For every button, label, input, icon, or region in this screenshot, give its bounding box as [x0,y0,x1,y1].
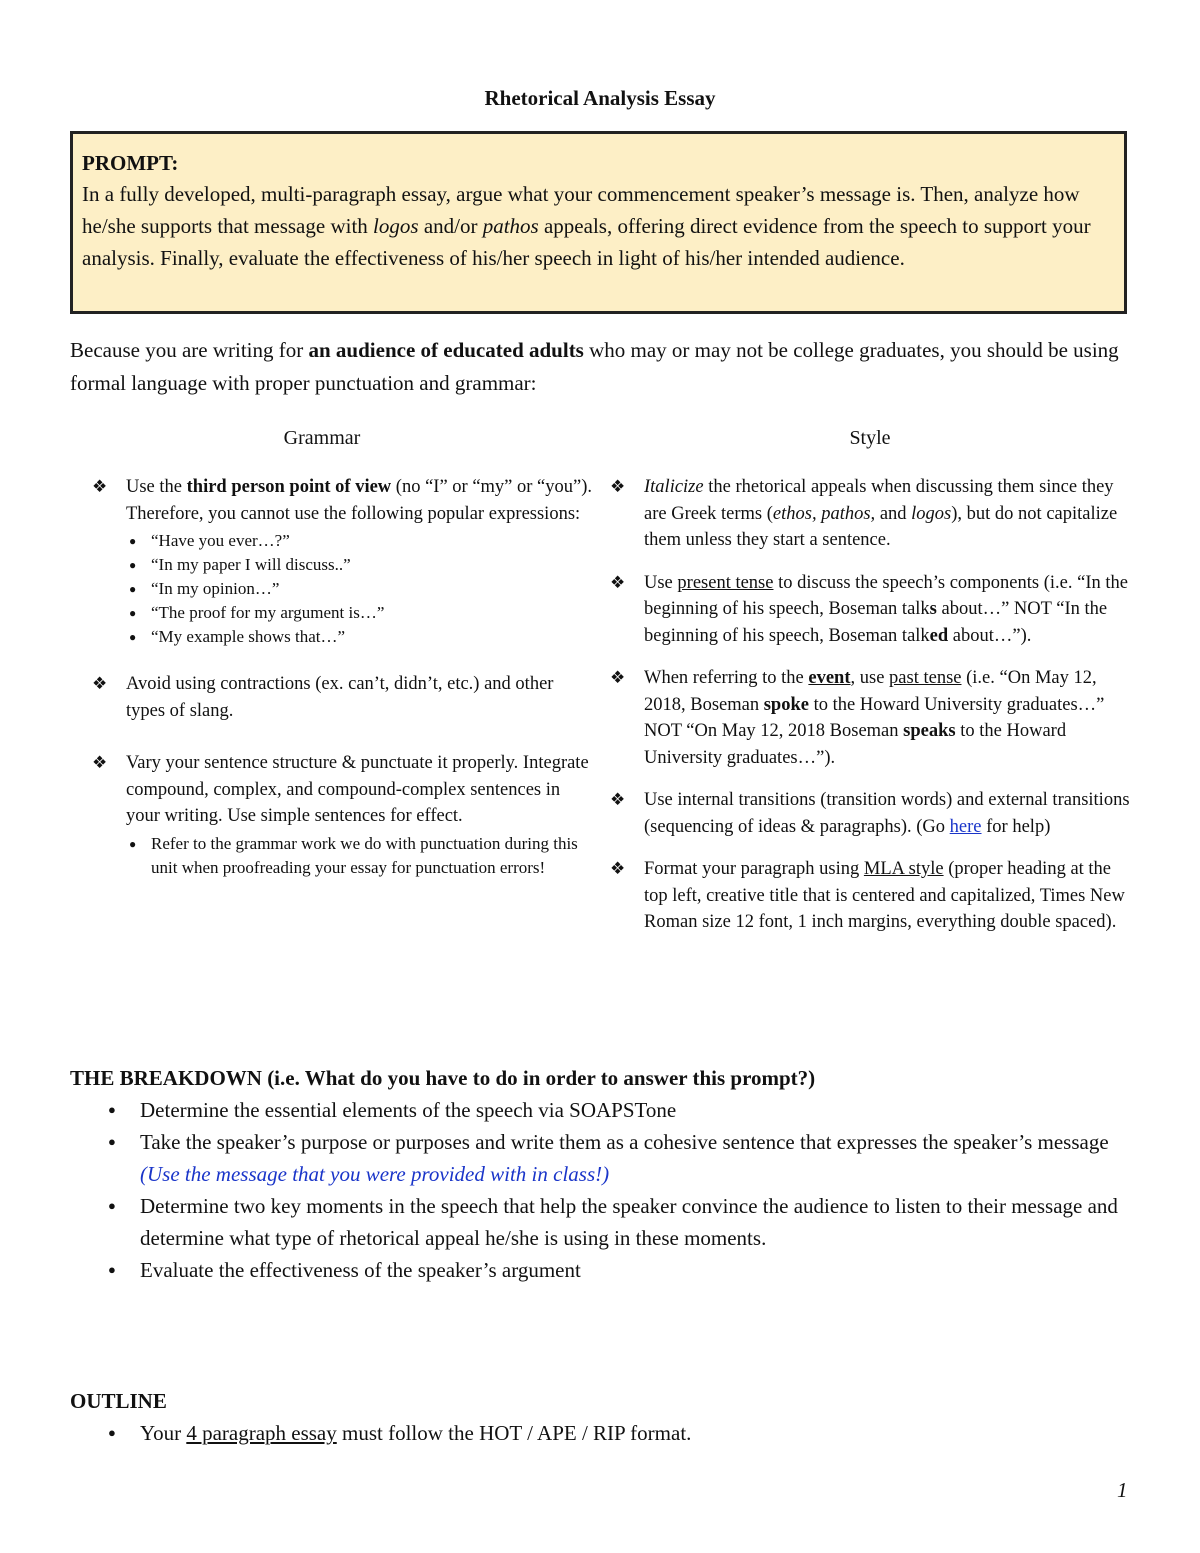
breakdown-item-4: Evaluate the effectiveness of the speaker’s argument [140,1258,581,1282]
expression-text: “In my opinion…” [151,579,280,598]
breakdown-item-2: Take the speaker’s purpose or purposes and write them as a cohesive sentence that expresses the speaker’s message [140,1130,1109,1154]
style-item3-spoke: spoke [763,694,809,715]
expression-text: “My example shows that…” [151,627,346,646]
outline-section [70,1385,1130,1449]
diamond-bullet-icon: ❖ [92,477,108,496]
grammar-item-contractions [92,671,592,724]
style-column [610,424,1130,952]
bullet-icon: ● [108,1134,116,1149]
bullet-icon: ● [129,582,137,596]
style-item3-d: to the Howard University graduates…” NOT “On May 12, 2018 Boseman [644,694,1105,741]
style-item3-a: When referring to the [644,668,809,688]
diamond-bullet-icon: ❖ [92,674,108,693]
list-item [126,625,592,649]
prompt-and-or: and/or [418,214,483,238]
prompt-text-1: In a fully developed, multi-paragraph essay, argue what your commencement speaker’s message is. Then, analyze how he/she supports that message with [82,182,1080,238]
style-item3-event: event [808,668,851,688]
bullet-icon: ● [129,836,137,851]
prompt-heading: PROMPT: [82,151,179,175]
list-item [70,1417,1130,1449]
grammar-item3-sub: Refer to the grammar work we do with punctuation during this unit when proofreading your essay for punctuation errors! [151,833,578,877]
diamond-bullet-icon: ❖ [610,859,626,878]
style-item5-a: Format your paragraph using [644,859,864,879]
intro-text-b: who may or may not be college graduates, you should be using formal language with proper punctuation and grammar: [70,338,1119,395]
intro-text-a: Because you are writing for [70,338,309,362]
list-item [126,553,592,577]
style-item1-ethos: ethos, pathos, [772,503,876,524]
grammar-item-sentence-structure [92,750,592,880]
breakdown-item-2-note: (Use the message that you were provided with in class!) [140,1162,610,1186]
list-item [70,1254,1130,1286]
expression-text: “The proof for my argument is…” [151,603,385,622]
breakdown-section [70,1062,1130,1286]
style-heading: Style [849,427,891,449]
list-item [126,601,592,625]
style-item2-a: Use [644,572,678,593]
grammar-column [92,424,592,896]
prompt-pathos: pathos [482,214,539,238]
intro-paragraph [70,334,1130,400]
bullet-icon: ● [108,1102,116,1117]
here-link[interactable]: here [949,816,982,837]
bullet-icon: ● [108,1262,116,1277]
style-item5-mla: MLA style [863,859,944,879]
intro-bold: an audience of educated adults [308,338,584,362]
style-item2-c: about…” NOT “In the beginning of his speech, Boseman talk [644,599,1108,646]
style-item3-past: past tense [889,668,962,688]
expression-text: “Have you ever…?” [151,531,290,550]
style-item5-b: (proper heading at the top left, creative title that is centered and capitalized, Times New Roman size 12 font, 1 inch margins, everything double spaced). [644,859,1125,932]
style-item4-a: Use internal transitions (transition words) and external transitions (sequencing of ideas & paragraphs). (Go [644,790,1130,837]
breakdown-item-3: Determine two key moments in the speech that help the speaker convince the audience to listen to their message and determine what type of rhetorical appeal he/she is using in these moments. [140,1194,1118,1250]
grammar-item-pov [92,474,592,649]
bullet-icon: ● [129,606,137,620]
grammar-item2-text: Avoid using contractions (ex. can’t, didn’t, etc.) and other types of slang. [126,674,554,721]
bullet-icon: ● [129,534,137,548]
grammar-item1-a: Use the [126,477,187,497]
style-item-transitions [610,787,1130,840]
style-item-mla [610,856,1130,936]
diamond-bullet-icon: ❖ [610,668,626,687]
list-item [126,529,592,553]
style-item1-a: the rhetorical appeals when discussing them since they are Greek terms ( [644,477,1114,524]
bullet-icon: ● [108,1198,116,1213]
punctuation-sublist [126,832,592,880]
outline-text-b: must follow the HOT / APE / RIP format. [336,1421,692,1445]
grammar-item1-b: (no “I” or “my” or “you”). Therefore, you cannot use the following popular expressions: [126,477,593,524]
outline-text-u: 4 paragraph essay [186,1421,337,1445]
style-item4-b: for help) [981,816,1051,837]
grammar-item3-text: Vary your sentence structure & punctuate it properly. Integrate compound, complex, and compound-complex sentences in your writing. Use simple sentences for effect. [126,753,589,826]
diamond-bullet-icon: ❖ [610,477,626,496]
style-item2-ed: ed [929,625,949,646]
style-item2-s: s [929,599,937,619]
style-item-italicize [610,474,1130,554]
breakdown-heading: THE BREAKDOWN (i.e. What do you have to do in order to answer this prompt?) [70,1066,816,1090]
document-title: Rhetorical Analysis Essay [484,86,716,110]
bullet-icon: ● [129,630,137,644]
style-item1-ital: Italicize [644,477,704,497]
list-item [126,577,592,601]
expression-text: “In my paper I will discuss..” [151,555,351,574]
outline-text-a: Your [140,1421,187,1445]
style-item3-c: (i.e. “On May 12, 2018, Boseman [644,668,1097,715]
style-item1-b: ), but do not capitalize them unless they start a sentence. [644,503,1118,550]
prompt-logos: logos [373,214,419,238]
diamond-bullet-icon: ❖ [610,572,626,592]
style-item3-speaks: speaks [903,721,956,741]
prompt-box [70,131,1127,314]
outline-list [70,1417,1130,1449]
expressions-list [126,529,592,649]
outline-heading: OUTLINE [70,1389,167,1413]
style-item2-u: present tense [677,572,774,593]
style-item3-b: , use [850,668,890,688]
grammar-heading: Grammar [283,427,361,449]
grammar-item1-bold: third person point of view [186,477,392,497]
page-number: 1 [1117,1478,1128,1502]
style-item1-logos: logos [911,503,952,524]
diamond-bullet-icon: ❖ [610,790,626,809]
list-item [70,1126,1130,1190]
style-item-present-tense [610,570,1130,650]
style-item2-d: about…”). [948,625,1032,646]
style-item3-e: to the Howard University graduates…”). [644,721,1067,768]
bullet-icon: ● [108,1425,116,1440]
breakdown-item-1: Determine the essential elements of the speech via SOAPSTone [140,1098,677,1122]
style-item2-b: to discuss the speech’s components (i.e. “In the beginning of his speech, Boseman talk [644,572,1128,619]
list-item [70,1190,1130,1254]
prompt-text-2: appeals, offering direct evidence from the speech to support your analysis. Finally, evaluate the effectiveness of his/her speech in light of his/her intended audience. [82,214,1091,270]
list-item [126,832,592,880]
diamond-bullet-icon: ❖ [92,753,108,772]
list-item [70,1094,1130,1126]
bullet-icon: ● [129,558,137,572]
style-item-past-tense [610,665,1130,771]
breakdown-list [70,1094,1130,1286]
style-item1-and: and [875,503,912,524]
